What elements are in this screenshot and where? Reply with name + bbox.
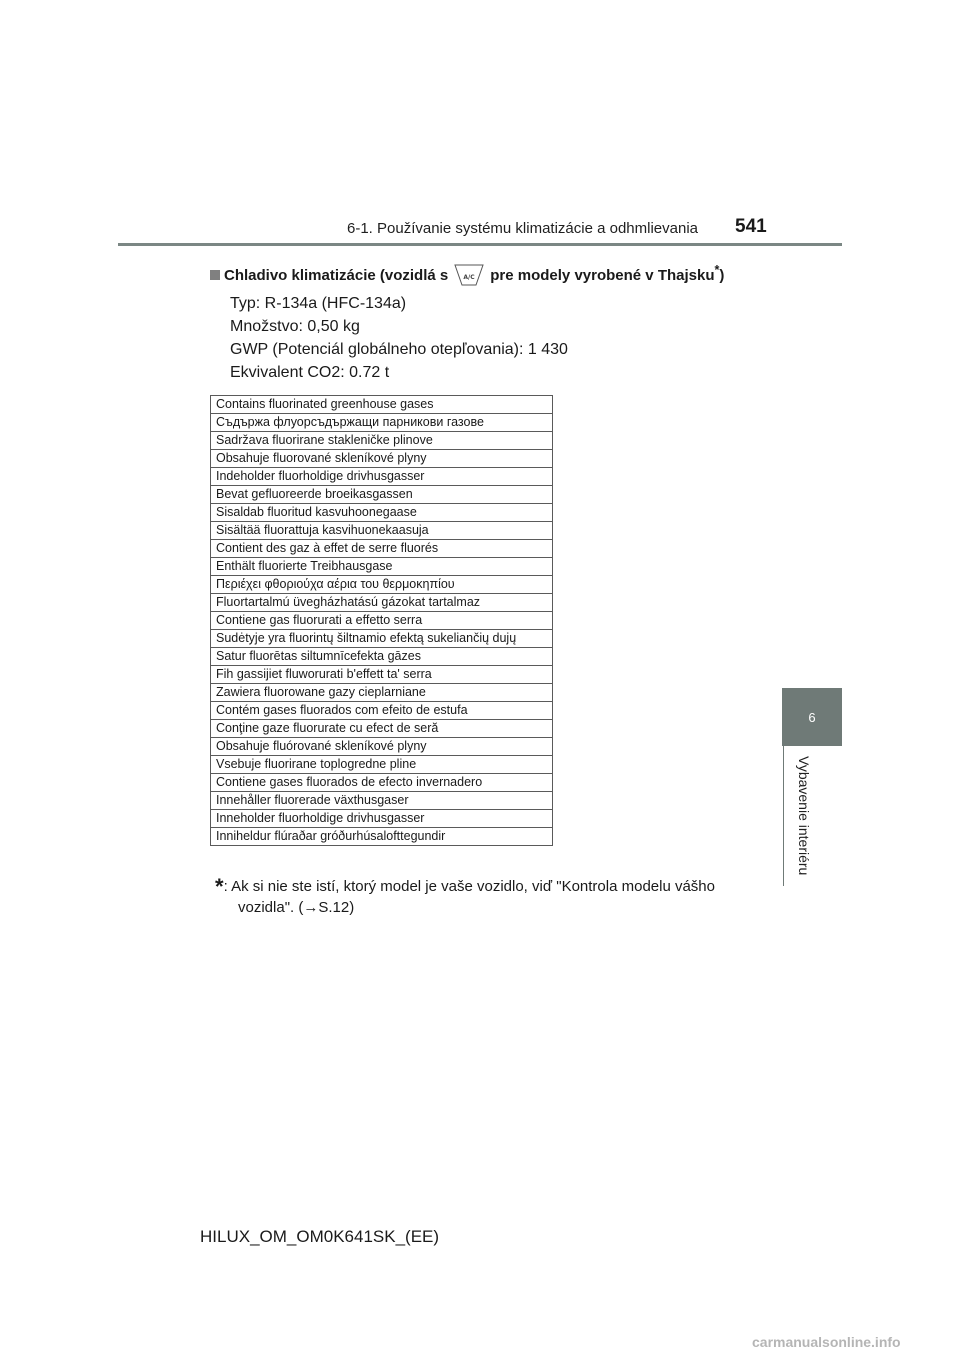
table-row <box>211 504 553 522</box>
table-row <box>211 684 553 702</box>
table-cell: Съдържа флуорсъдържащи парникови газове <box>211 414 553 432</box>
footnote-line-2: vozidla". (→S.12) <box>238 899 355 916</box>
footnote <box>215 876 745 918</box>
footnote-asterisk: * <box>215 874 224 899</box>
heading-text-end: pre modely vyrobené v Thajsku <box>490 267 715 284</box>
table-cell: Sudėtyje yra fluorintų šiltnamio efektą sukeliančių dujų <box>211 630 553 648</box>
table-row <box>211 450 553 468</box>
spec-list <box>230 292 568 384</box>
table-row <box>211 720 553 738</box>
page-number: 541 <box>735 216 767 237</box>
spec-type: Typ: R-134a (HFC-134a) <box>230 295 407 312</box>
table-cell: Sadržava fluorirane stakleničke plinove <box>211 432 553 450</box>
chapter-label: Vybavenie interiéru <box>796 756 812 876</box>
table-row <box>211 612 553 630</box>
table-cell: Conţine gaze fluorurate cu efect de seră <box>211 720 553 738</box>
table-row <box>211 738 553 756</box>
table-row <box>211 666 553 684</box>
table-cell: Bevat gefluoreerde broeikasgassen <box>211 486 553 504</box>
table-cell: Contiene gas fluorurati a effetto serra <box>211 612 553 630</box>
table-cell: Indeholder fluorholdige drivhusgasser <box>211 468 553 486</box>
table-cell: Sisaldab fluoritud kasvuhoonegaase <box>211 504 553 522</box>
watermark: carmanualsonline.info <box>752 1334 901 1350</box>
table-row <box>211 594 553 612</box>
table-cell: Inneholder fluorholdige drivhusgasser <box>211 810 553 828</box>
table-row <box>211 486 553 504</box>
table-row <box>211 756 553 774</box>
table-cell: Inniheldur flúraðar gróðurhúsalofttegundir <box>211 828 553 846</box>
table-cell: Fluortartalmú üvegházhatású gázokat tartalmaz <box>211 594 553 612</box>
ac-icon-text: A/C <box>463 274 475 281</box>
heading-asterisk: * <box>714 263 720 277</box>
header-section-title: 6-1. Používanie systému klimatizácie a odhmlievania <box>347 220 698 237</box>
table-cell: Sisältää fluorattuja kasvihuonekaasuja <box>211 522 553 540</box>
table-row <box>211 828 553 846</box>
spec-gwp: GWP (Potenciál globálneho otepľovania): 1 430 <box>230 341 568 358</box>
table-row <box>211 576 553 594</box>
chapter-tab: 6 <box>782 688 842 746</box>
table-cell: Fih gassijiet fluworurati b'effett ta' serra <box>211 666 553 684</box>
table-cell: Contiene gases fluorados de efecto invernadero <box>211 774 553 792</box>
footnote-line-1: : Ak si nie ste istí, ktorý model je vaše vozidlo, viď "Kontrola modelu vášho <box>223 878 715 895</box>
heading-text-start: Chladivo klimatizácie (vozidlá s <box>224 267 449 284</box>
heading-close: ) <box>719 267 725 284</box>
table-cell: Enthält fluorierte Treibhausgase <box>211 558 553 576</box>
section-heading <box>210 263 770 290</box>
table-row <box>211 648 553 666</box>
table-cell: Innehåller fluorerade växthusgaser <box>211 792 553 810</box>
square-bullet-icon <box>210 270 220 280</box>
fluorinated-gas-label-table <box>210 395 553 846</box>
table-row <box>211 702 553 720</box>
table-cell: Contient des gaz à effet de serre fluorés <box>211 540 553 558</box>
table-cell: Zawiera fluorowane gazy cieplarniane <box>211 684 553 702</box>
table-row <box>211 540 553 558</box>
table-row <box>211 810 553 828</box>
table-cell: Περιέχει φθοριούχα αέρια του θερμοκηπίου <box>211 576 553 594</box>
spec-quantity: Množstvo: 0,50 kg <box>230 318 360 335</box>
table-cell: Contém gases fluorados com efeito de estufa <box>211 702 553 720</box>
table-row <box>211 558 553 576</box>
table-cell: Vsebuje fluorirane toplogredne pline <box>211 756 553 774</box>
table-row <box>211 396 553 414</box>
spec-co2-equivalent: Ekvivalent CO2: 0.72 t <box>230 364 390 381</box>
table-row <box>211 630 553 648</box>
table-cell: Obsahuje fluórované skleníkové plyny <box>211 738 553 756</box>
header-rule <box>118 243 842 246</box>
table-row <box>211 414 553 432</box>
table-cell: Contains fluorinated greenhouse gases <box>211 396 553 414</box>
table-row <box>211 468 553 486</box>
table-row <box>211 522 553 540</box>
document-code: HILUX_OM_OM0K641SK_(EE) <box>200 1227 440 1246</box>
table-cell: Obsahuje fluorované skleníkové plyny <box>211 450 553 468</box>
table-row <box>211 774 553 792</box>
table-cell: Satur fluorētas siltumnīcefekta gāzes <box>211 648 553 666</box>
table-row <box>211 432 553 450</box>
table-row <box>211 792 553 810</box>
ac-button-icon <box>454 264 484 290</box>
